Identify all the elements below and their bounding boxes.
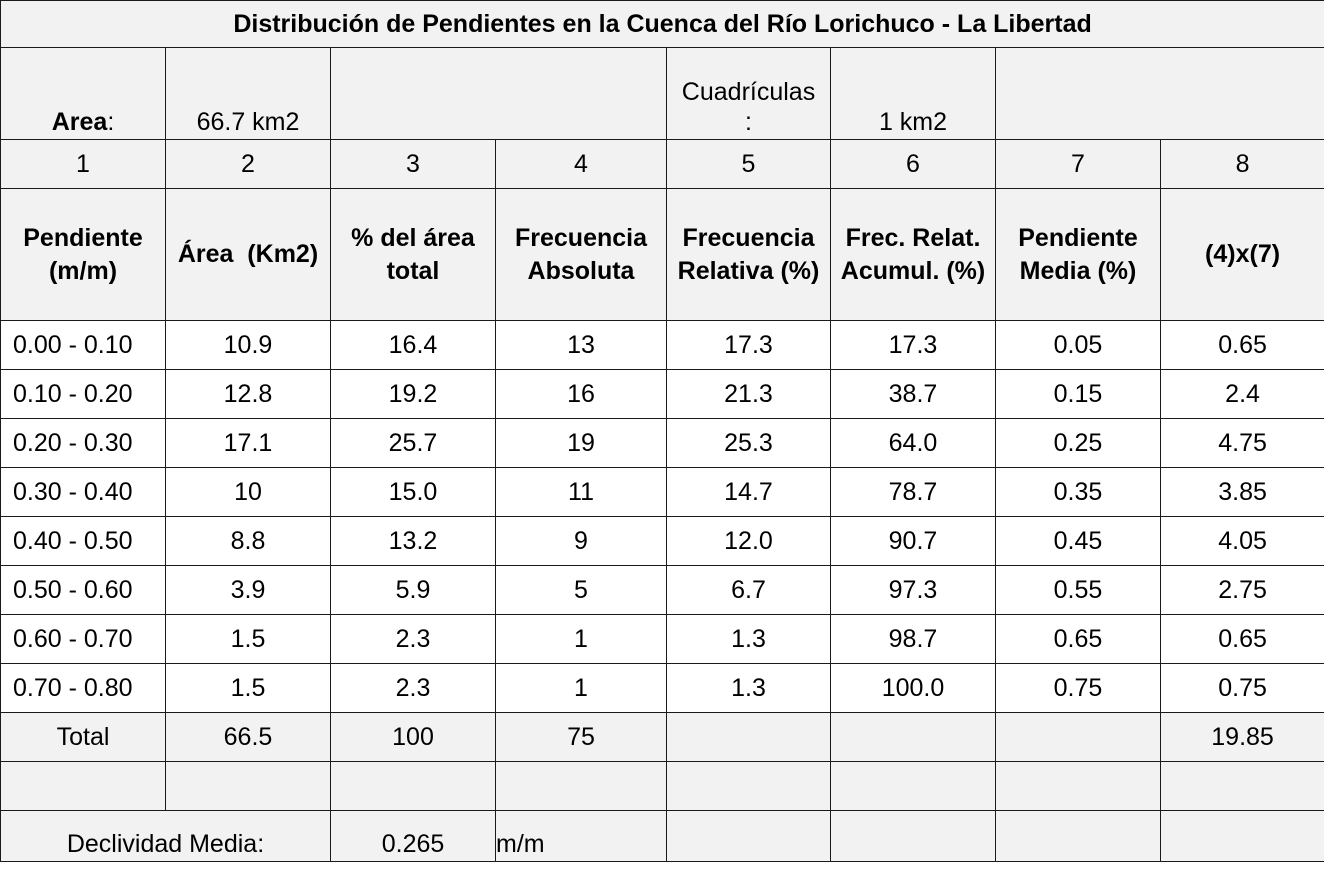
table-row (1, 566, 1324, 615)
title-row (1, 1, 1324, 48)
data-rows (1, 321, 1324, 713)
mean-slope-cell: 0.15 (996, 370, 1161, 419)
relative-frequency-cell: 21.3 (667, 370, 831, 419)
product-cell: 0.65 (1161, 321, 1324, 370)
absolute-frequency-cell: 1 (496, 615, 667, 664)
empty-cell (1161, 762, 1324, 811)
mean-slope-cell: 0.05 (996, 321, 1161, 370)
area-cell: 10 (166, 468, 331, 517)
header-mean-slope: Pendiente Media (%) (996, 189, 1161, 321)
blank-row (1, 762, 1324, 811)
cumulative-frequency-cell: 64.0 (831, 419, 996, 468)
area-row (1, 48, 1324, 140)
empty-cell (996, 811, 1161, 862)
column-number: 3 (331, 140, 496, 189)
absolute-frequency-cell: 5 (496, 566, 667, 615)
column-number: 4 (496, 140, 667, 189)
slope-range-cell: 0.10 - 0.20 (1, 370, 166, 419)
product-cell: 4.05 (1161, 517, 1324, 566)
cumulative-frequency-cell: 90.7 (831, 517, 996, 566)
slope-range-cell: 0.00 - 0.10 (1, 321, 166, 370)
product-cell: 0.65 (1161, 615, 1324, 664)
area-cell: 3.9 (166, 566, 331, 615)
absolute-frequency-cell: 16 (496, 370, 667, 419)
column-number: 1 (1, 140, 166, 189)
mean-slope-cell: 0.75 (996, 664, 1161, 713)
total-percent: 100 (331, 713, 496, 762)
relative-frequency-cell: 25.3 (667, 419, 831, 468)
area-label-cell (1, 48, 166, 140)
empty-cell (496, 762, 667, 811)
table-row (1, 370, 1324, 419)
area-cell: 10.9 (166, 321, 331, 370)
total-label: Total (1, 713, 166, 762)
table-row (1, 419, 1324, 468)
empty-cell (667, 811, 831, 862)
empty-cell (831, 811, 996, 862)
declivity-unit: m/m (496, 811, 667, 862)
mean-slope-cell: 0.65 (996, 615, 1161, 664)
absolute-frequency-cell: 13 (496, 321, 667, 370)
slope-range-cell: 0.50 - 0.60 (1, 566, 166, 615)
area-empty-cell (331, 48, 667, 140)
total-product: 19.85 (1161, 713, 1324, 762)
empty-cell (996, 762, 1161, 811)
grid-empty-cell (996, 48, 1324, 140)
empty-cell (667, 713, 831, 762)
slope-range-cell: 0.70 - 0.80 (1, 664, 166, 713)
empty-cell (831, 762, 996, 811)
column-number: 7 (996, 140, 1161, 189)
slope-range-cell: 0.60 - 0.70 (1, 615, 166, 664)
column-number: 8 (1161, 140, 1324, 189)
area-cell: 8.8 (166, 517, 331, 566)
area-cell: 1.5 (166, 664, 331, 713)
grid-value: 1 km2 (831, 48, 996, 140)
declivity-value: 0.265 (331, 811, 496, 862)
grid-colon: : (745, 108, 752, 136)
empty-cell (1161, 811, 1324, 862)
column-number: 5 (667, 140, 831, 189)
mean-slope-cell: 0.25 (996, 419, 1161, 468)
slope-range-cell: 0.40 - 0.50 (1, 517, 166, 566)
empty-cell (996, 713, 1161, 762)
table-row (1, 321, 1324, 370)
empty-cell (1, 762, 166, 811)
area-label: Area (51, 108, 108, 136)
cumulative-frequency-cell: 17.3 (831, 321, 996, 370)
header-area: Área (Km2) (166, 189, 331, 321)
empty-cell (166, 762, 331, 811)
column-number: 6 (831, 140, 996, 189)
area-percent-cell: 19.2 (331, 370, 496, 419)
empty-cell (331, 762, 496, 811)
product-cell: 0.75 (1161, 664, 1324, 713)
relative-frequency-cell: 12.0 (667, 517, 831, 566)
header-area-percent: % del área total (331, 189, 496, 321)
table-row (1, 468, 1324, 517)
table-title: Distribución de Pendientes en la Cuenca del Río Lorichuco - La Libertad (1, 1, 1324, 48)
absolute-frequency-cell: 1 (496, 664, 667, 713)
area-percent-cell: 2.3 (331, 615, 496, 664)
cumulative-frequency-cell: 98.7 (831, 615, 996, 664)
area-cell: 12.8 (166, 370, 331, 419)
empty-cell (831, 713, 996, 762)
product-cell: 2.4 (1161, 370, 1324, 419)
mean-slope-cell: 0.45 (996, 517, 1161, 566)
relative-frequency-cell: 6.7 (667, 566, 831, 615)
slope-range-cell: 0.20 - 0.30 (1, 419, 166, 468)
header-relative-frequency: Frecuencia Relativa (%) (667, 189, 831, 321)
total-row (1, 713, 1324, 762)
column-number: 2 (166, 140, 331, 189)
declivity-label: Declividad Media: (1, 811, 331, 862)
product-cell: 4.75 (1161, 419, 1324, 468)
header-cumulative-frequency: Frec. Relat. Acumul. (%) (831, 189, 996, 321)
area-cell: 1.5 (166, 615, 331, 664)
empty-cell (667, 762, 831, 811)
total-area: 66.5 (166, 713, 331, 762)
header-absolute-frequency: Frecuencia Absoluta (496, 189, 667, 321)
slope-range-cell: 0.30 - 0.40 (1, 468, 166, 517)
table-row (1, 615, 1324, 664)
area-percent-cell: 15.0 (331, 468, 496, 517)
relative-frequency-cell: 1.3 (667, 615, 831, 664)
header-product: (4)x(7) (1161, 189, 1324, 321)
area-percent-cell: 13.2 (331, 517, 496, 566)
area-value: 66.7 km2 (166, 48, 331, 140)
mean-slope-cell: 0.55 (996, 566, 1161, 615)
absolute-frequency-cell: 11 (496, 468, 667, 517)
area-colon: : (107, 108, 115, 136)
absolute-frequency-cell: 19 (496, 419, 667, 468)
table-row (1, 664, 1324, 713)
area-percent-cell: 5.9 (331, 566, 496, 615)
mean-slope-cell: 0.35 (996, 468, 1161, 517)
area-percent-cell: 2.3 (331, 664, 496, 713)
cumulative-frequency-cell: 100.0 (831, 664, 996, 713)
relative-frequency-cell: 14.7 (667, 468, 831, 517)
relative-frequency-cell: 17.3 (667, 321, 831, 370)
total-frequency: 75 (496, 713, 667, 762)
grid-label: Cuadrículas (681, 78, 816, 106)
table-row (1, 517, 1324, 566)
area-cell: 17.1 (166, 419, 331, 468)
declivity-row (1, 811, 1324, 862)
product-cell: 3.85 (1161, 468, 1324, 517)
cumulative-frequency-cell: 78.7 (831, 468, 996, 517)
cumulative-frequency-cell: 97.3 (831, 566, 996, 615)
grid-label-cell (667, 48, 831, 140)
cumulative-frequency-cell: 38.7 (831, 370, 996, 419)
product-cell: 2.75 (1161, 566, 1324, 615)
area-percent-cell: 16.4 (331, 321, 496, 370)
area-percent-cell: 25.7 (331, 419, 496, 468)
header-row (1, 189, 1324, 321)
column-number-row (1, 140, 1324, 189)
header-slope: Pendiente (m/m) (1, 189, 166, 321)
absolute-frequency-cell: 9 (496, 517, 667, 566)
relative-frequency-cell: 1.3 (667, 664, 831, 713)
